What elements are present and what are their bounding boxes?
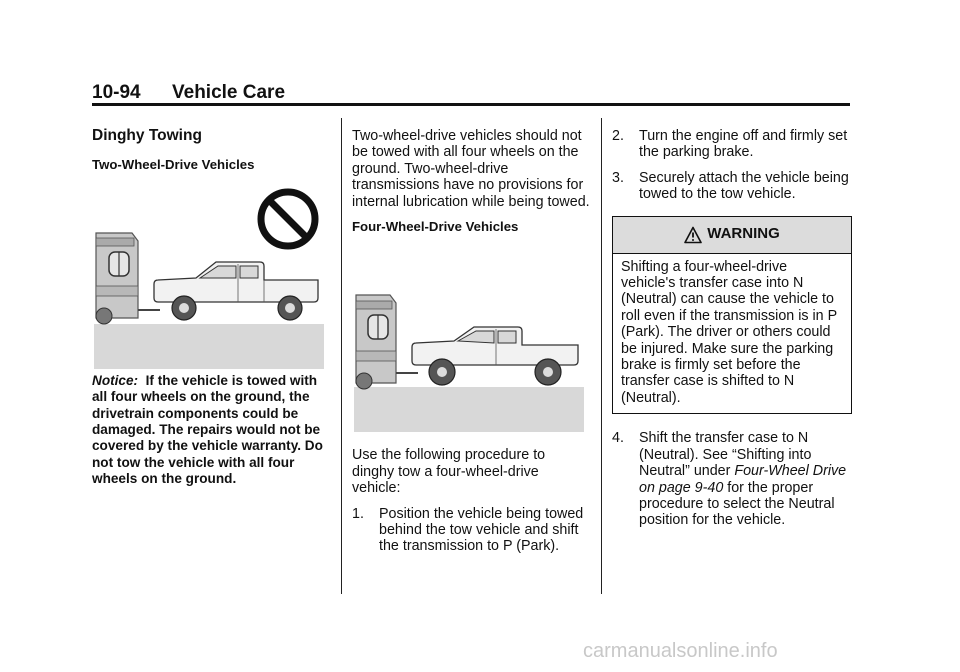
section-heading: Dinghy Towing <box>92 127 202 144</box>
warning-title: WARNING <box>707 225 780 243</box>
list-item <box>352 506 590 555</box>
step-text: Position the vehicle being towed behind the tow vehicle and shift the transmission to P (Park). <box>379 505 584 555</box>
step-number: 4. <box>612 430 624 447</box>
two-wheel-drive-towing-illustration <box>92 186 324 373</box>
warning-header <box>613 217 851 254</box>
four-wheel-drive-towing-illustration <box>352 247 584 435</box>
procedure-intro: Use the following procedure to dinghy tow a four-wheel-drive vehicle: <box>352 447 546 497</box>
page-header <box>92 82 285 104</box>
step-text: for the proper procedure to select the Neutral position for the vehicle. <box>639 479 835 529</box>
page-reference-link[interactable]: Four-Wheel Drive on page 9-40 <box>639 463 847 496</box>
procedure-steps <box>352 506 590 555</box>
header-rule <box>92 103 850 106</box>
page-number: 10-94 <box>92 82 141 103</box>
step-number: 1. <box>352 505 364 522</box>
warning-box <box>612 216 852 415</box>
section-title: Vehicle Care <box>172 82 286 103</box>
column-1 <box>92 128 328 497</box>
step-text: Shift the transfer case to N (Neutral). See “Shifting into Neutral” under <box>639 430 812 480</box>
procedure-steps <box>612 128 852 203</box>
watermark: carmanualsonline.info <box>583 640 778 662</box>
column-2 <box>352 128 590 564</box>
step-number: 3. <box>612 169 624 186</box>
step-number: 2. <box>612 128 624 144</box>
column-divider <box>601 118 602 594</box>
column-divider <box>341 118 342 594</box>
subheading: Four-Wheel-Drive Vehicles <box>352 219 519 235</box>
list-item <box>612 430 852 528</box>
step-text: Securely attach the vehicle being towed to the tow vehicle. <box>639 169 849 203</box>
warning-text: Shifting a four-wheel-drive vehicle's transfer case into N (Neutral) can cause the vehicle to roll even if the transmission is in P (Park). The driver or others could be injured. Make sure the parking brake is firmly set before the transfer case is shifted to N (Neutral). <box>621 258 837 406</box>
notice <box>92 373 328 488</box>
intro-paragraph: Two-wheel-drive vehicles should not be towed with all four wheels on the ground. Two-wheel-drive transmissions have no provisions for internal lubrication while being towed. <box>352 128 590 210</box>
notice-label: Notice: <box>92 372 139 388</box>
subheading: Two-Wheel-Drive Vehicles <box>92 157 255 173</box>
list-item <box>612 128 852 161</box>
notice-text: If the vehicle is towed with all four wheels on the ground, the drivetrain components could be damaged. The repairs would not be covered by the vehicle warranty. Do not tow the vehicle with all four wheels on the ground. <box>92 372 323 487</box>
column-3 <box>612 128 852 538</box>
list-item <box>612 170 852 203</box>
step-text: Turn the engine off and firmly set the parking brake. <box>639 128 848 161</box>
procedure-steps <box>612 430 852 528</box>
warning-triangle-icon <box>684 226 702 244</box>
